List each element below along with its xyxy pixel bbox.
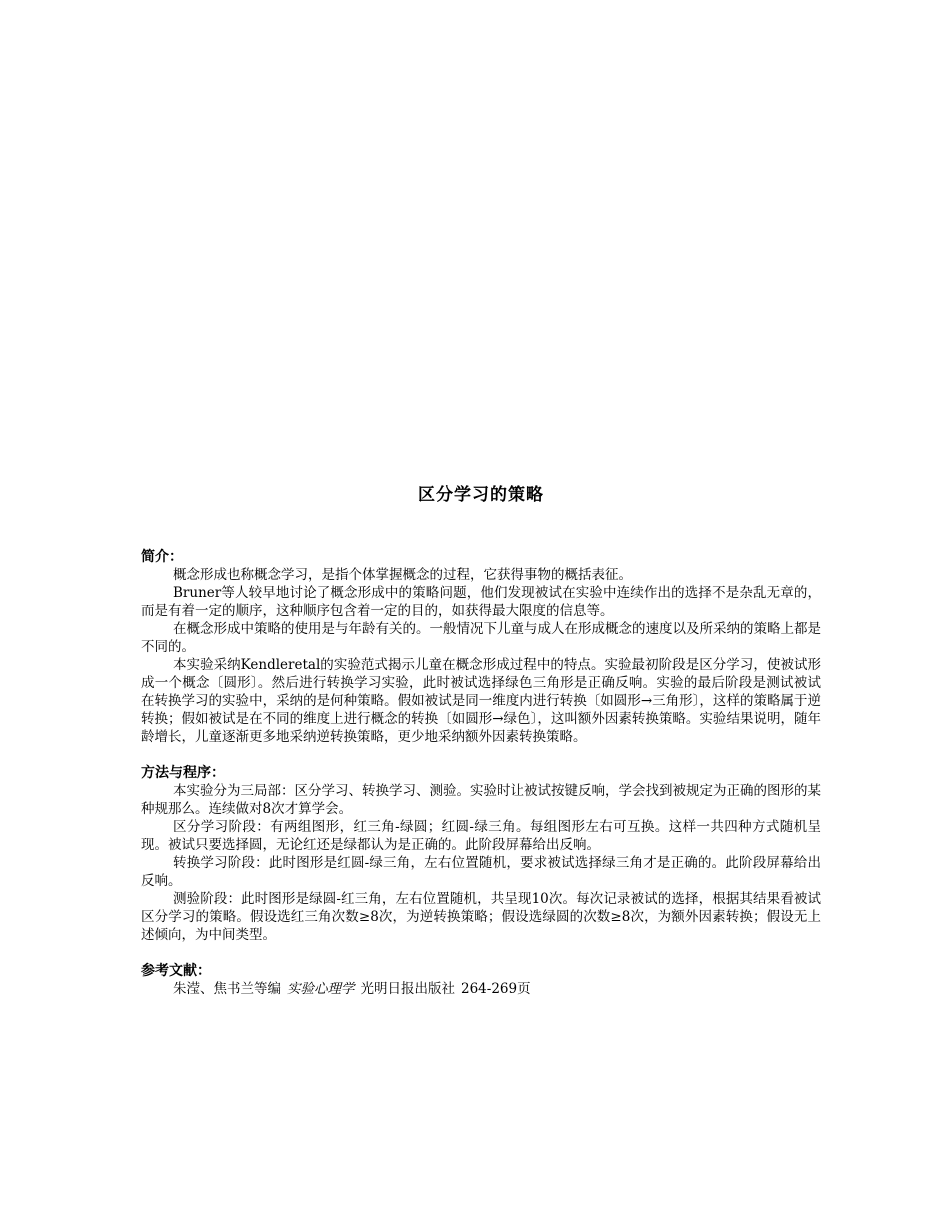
intro-heading: 简介： xyxy=(141,549,183,565)
intro-section xyxy=(141,548,821,746)
reference-authors: 朱滢、焦书兰等编 xyxy=(173,981,281,997)
intro-paragraph-3: 在概念形成中策略的使用是与年龄有关的。一般情况下儿童与成人在形成概念的速度以及所采纳的策略上都是不同的。 xyxy=(141,621,821,655)
method-paragraph-4: 测验阶段：此时图形是绿圆-红三角，左右位置随机，共呈现10次。每次记录被试的选择，根据其结果看被试区分学习的策略。假设选红三角次数≥8次，为逆转换策略；假设选绿圆的次数≥8次，为额外因素转换；假设无上述倾向，为中间类型。 xyxy=(141,891,821,943)
method-section xyxy=(141,764,821,944)
method-paragraph-2: 区分学习阶段：有两组图形，红三角-绿圆；红圆-绿三角。每组图形左右可互换。这样一共四种方式随机呈现。被试只要选择圆，无论红还是绿都认为是正确的。此阶段屏幕给出反响。 xyxy=(141,819,821,853)
reference-entry xyxy=(141,980,821,998)
intro-paragraph-2: Bruner等人较早地讨论了概念形成中的策略问题，他们发现被试在实验中连续作出的选择不是杂乱无章的，而是有着一定的顺序，这种顺序包含着一定的目的，如获得最大限度的信息等。 xyxy=(141,585,821,619)
document-body xyxy=(141,484,821,1016)
intro-paragraph-1: 概念形成也称概念学习，是指个体掌握概念的过程，它获得事物的概括表征。 xyxy=(173,567,632,583)
references-heading: 参考文献： xyxy=(141,963,211,979)
method-paragraph-1: 本实验分为三局部：区分学习、转换学习、测验。实验时让被试按键反响，学会找到被规定为正确的图形的某种规那么。连续做对8次才算学会。 xyxy=(141,783,821,817)
reference-book-title: 实验心理学 xyxy=(287,981,355,997)
reference-publisher: 光明日报出版社 xyxy=(360,981,455,997)
references-section xyxy=(141,962,821,998)
document-title: 区分学习的策略 xyxy=(418,485,544,505)
intro-paragraph-4: 本实验采纳Kendleretal的实验范式揭示儿童在概念形成过程中的特点。实验最初阶段是区分学习，使被试形成一个概念〔圆形〕。然后进行转换学习实验，此时被试选择绿色三角形是正确反响。实验的最后阶段是测试被试在转换学习的实验中，采纳的是何种策略。假如被试是同一维度内进行转换〔如圆形→三角形〕，这样的策略属于逆转换；假如被试是在不同的维度上进行概念的转换〔如圆形→绿色〕，这叫额外因素转换策略。实验结果说明，随年龄增长，儿童逐渐更多地采纳逆转换策略，更少地采纳额外因素转换策略。 xyxy=(141,657,821,745)
reference-pages: 264-269页 xyxy=(461,981,531,997)
method-paragraph-3: 转换学习阶段：此时图形是红圆-绿三角，左右位置随机，要求被试选择绿三角才是正确的。此阶段屏幕给出反响。 xyxy=(141,855,821,889)
method-heading: 方法与程序： xyxy=(141,765,225,781)
